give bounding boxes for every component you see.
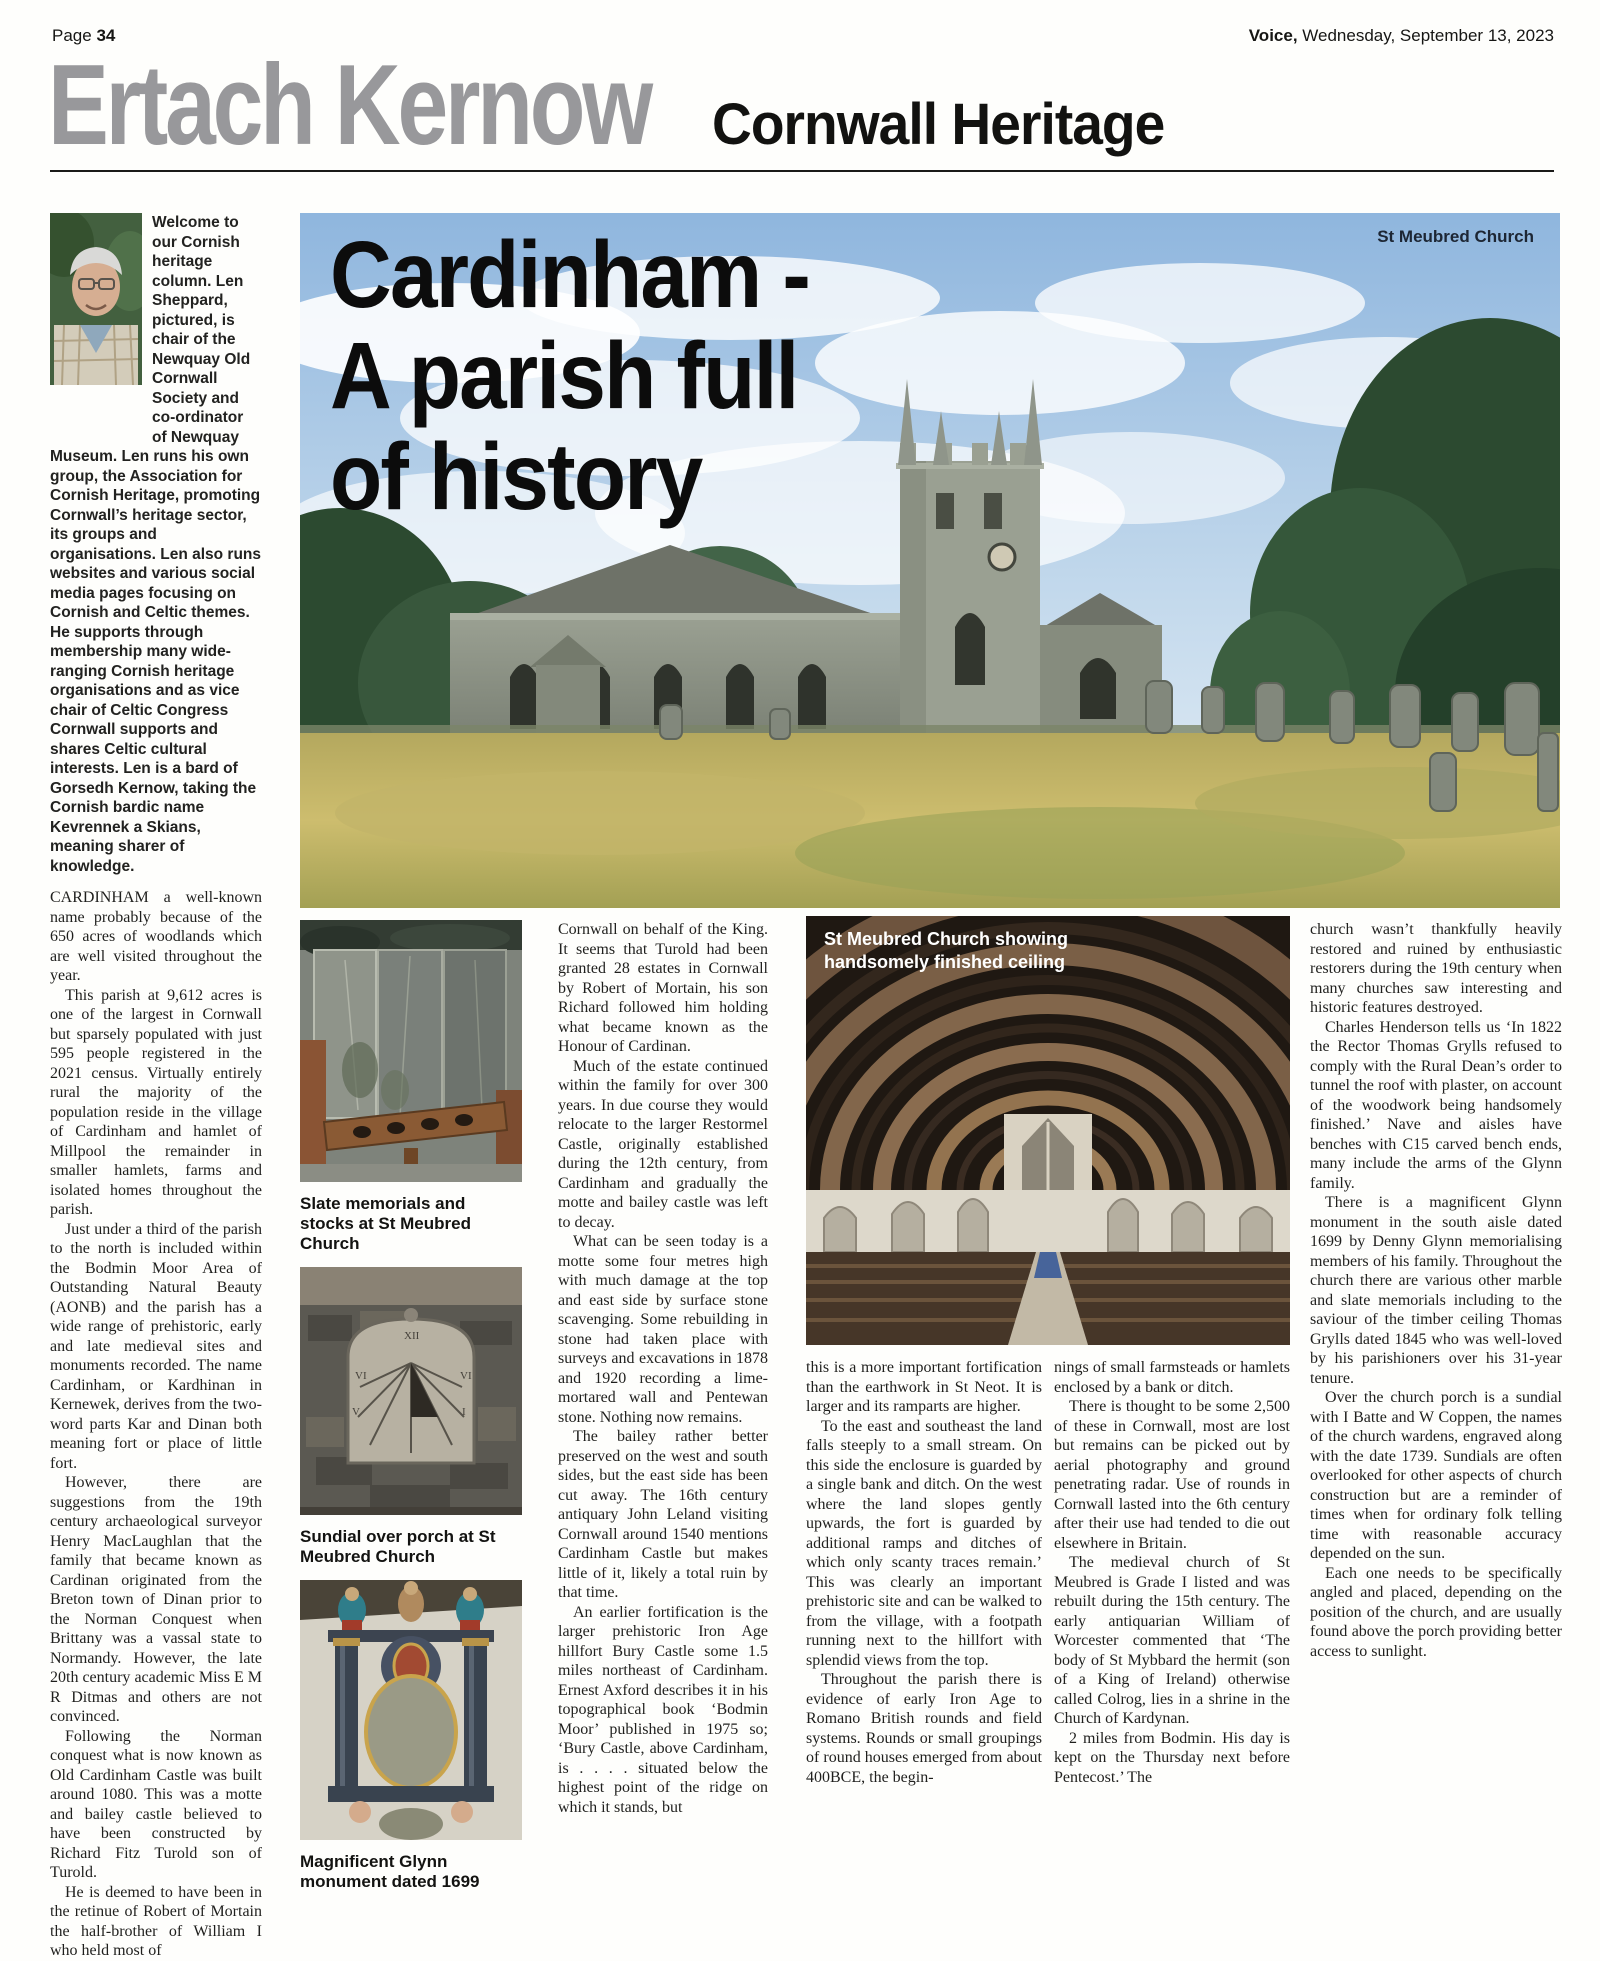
masthead-title: Ertach Kernow [48,42,651,169]
article-headline [330,222,810,530]
photo-column [300,920,522,1905]
svg-text:VI: VI [460,1370,472,1382]
issue-date: Wednesday, September 13, 2023 [1297,26,1554,45]
pews [806,1252,1290,1345]
paragraph: church wasn’t thankfully heavily restored and ruined by enthusiastic restorers during the 19th century when many churches saw interesting and historic features destroyed. [1310,921,1562,1016]
headline-line: A parish full [330,323,798,429]
author-sidebar-column [50,213,262,1961]
masthead-rule [50,170,1554,172]
paragraph: However, there are suggestions from the 19th century archaeological surveyor Henry MacLaughlan that the family that became known as Cardinan originated from the Breton town of Dinan prior to the Norman Conquest when Brittany was a vassal state to Normandy. However, the late 20th century academic Miss E M R Ditmas and others are not convinced. [50,1474,262,1725]
paragraph: There is thought to be some 2,500 of these in Cornwall, most are lost but remains can be picked out by aerial photography and ground penetrating radar. Use of rounds in Cornwall lasted into the 6th century after their use had tended to die out elsewhere in Britain. [1054,1398,1290,1552]
bio-rest: Museum. Len runs his own group, the Association for Cornish Heritage, promoting Cornwall’s heritage sector, its groups and organisations. Len also runs websites and various social media pages focusing on Cornish and Celtic themes. He supports through membership many wide-ranging Cornish heritage organisations and as vice chair of Celtic Congress Cornwall supports and shares Celtic cultural interests. Len is a bard of Gorsedh Kernow, taking the Cornish bardic name Kevrennek a Skians, meaning sharer of knowledge. [50,448,262,875]
sundial-photo [300,1267,522,1515]
slate-memorials-photo [300,920,522,1182]
paragraph: To the east and southeast the land falls steeply to a small stream. On this side the enclosure is guarded by a single bank and ditch. On the west where the land slopes gently upwards, the fort is guarded by additional ramps and ditches of which only scanty traces remain.’ This was clearly an important prehistoric site and can be walked to from the village, with a footpath running next to the hillfort with splendid views from the top. [806,1417,1042,1669]
svg-text:VI: VI [355,1370,367,1382]
publication-date [1249,26,1554,46]
svg-text:XII: XII [404,1330,420,1342]
author-portrait-photo [50,213,142,385]
paragraph: Just under a third of the parish to the north is included within the Bodmin Moor Area of Outstanding Natural Beauty (AONB) and the parish has a wide range of prehistoric, early and late medieval sites and monuments recorded. The name Cardinham, or Kardhinan in Kernewek, derives from the two-word parts Kar and Dinan both meaning fort or place of little fort. [50,1220,262,1472]
ceiling-photo-block [806,916,1290,1345]
paragraph: Following the Norman conquest what is now known as Old Cardinham Castle was built around 1080. This was a motte and bailey castle believed to have been constructed by Richard Fitz Turold son of Turold. [50,1727,262,1881]
arcades [806,1190,1290,1252]
paragraph: 2 miles from Bodmin. His day is kept on the Thursday next before Pentecost.’ The [1054,1729,1290,1786]
paragraph: What can be seen today is a motte some four metres high with much damage at the top and east side by surface stone scavenging. Some rebuilding in stone had taken place with surveys and excavations in 1878 and 1920 recording a lime-mortared wall and Pentewan stone. Nothing now remains. [558,1233,768,1426]
paragraph: Each one needs to be specifically angled and placed, depending on the position of the church, and are usually found above the porch providing better access to sunlight. [1310,1564,1562,1660]
slate-slabs [314,950,506,1122]
sundial-plaque [348,1308,474,1463]
article-column-6 [1310,920,1562,1661]
ceiling-photo-caption [824,928,1068,974]
page-number: 34 [96,26,116,45]
church-ceiling-photo [806,916,1290,1345]
article-column-1 [50,888,262,1961]
paragraph: Throughout the parish there is evidence of early Iron Age to Romano British rounds and field systems. Rounds or small groupings of round houses emerged from about 400BCE, the begin- [806,1671,1042,1786]
caption-line: handsomely finished ceiling [824,952,1066,972]
headline-line: of history [330,424,702,530]
svg-text:I: I [462,1406,466,1418]
article-column-5 [1054,1358,1290,1787]
slate-photo-caption: Slate memorials and stocks at St Meubred Church [300,1194,471,1253]
paragraph: this is a more important fortification than the earthwork in St Neot. It is larger and its ramparts are higher. [806,1359,1042,1415]
publication-name: Voice, [1248,26,1298,45]
paragraph: nings of small farmsteads or hamlets enclosed by a bank or ditch. [1054,1359,1290,1396]
paragraph: The medieval church of St Meubred is Grade I listed and was rebuilt during the 15th century. The early antiquarian William of Worcester commented that ‘The body of St Mybbard the hermit (son of a King of Ireland) otherwise called Colrog, lies in a shrine in the Church of Kardynan. [1054,1554,1290,1727]
caption-line: St Meubred Church showing [824,929,1069,949]
article-column-4 [806,1358,1042,1787]
paragraph: Cornwall on behalf of the King. It seems that Turold had been granted 28 estates in Cornwall by Robert of Mortain, his son Richard followed him holding what became known as the Honour of Cardinan. [558,921,768,1055]
paragraph: Much of the estate continued within the family for over 300 years. In due course they would relocate to the larger Restormel Castle, originally established during the 12th century, from Cardinham and gradually the motte and bailey castle was left to decay. [558,1057,768,1231]
paragraph: This parish at 9,612 acres is one of the largest in Cornwall but sparsely populated with just 595 people registered in the 2021 census. Virtually entirely rural the majority of the population reside in the village of Cardinham and hamlet of Millpool the remainder in smaller hamlets, farms and isolated homes throughout the parish. [50,986,262,1218]
headline-line: Cardinham - [330,222,810,328]
paragraph: There is a magnificent Glynn monument in the south aisle dated 1699 by Denny Glynn memorialising members of his family. Throughout the church there are various other marble and slate memorials including to the saviour of the timber ceiling Thomas Grylls dated 1845 who was well-loved by his parishioners over his 31-year tenure. [1310,1194,1562,1387]
hero-photo-caption: St Meubred Church [1377,227,1534,246]
paragraph: CARDINHAM a well-known name probably because of the 650 acres of woodlands which are well visited throughout the year. [50,889,262,984]
sundial-photo-caption: Sundial over porch at St Meubred Church [300,1527,496,1566]
svg-text:V: V [352,1406,360,1418]
glynn-photo-caption: Magnificent Glynn monument dated 1699 [300,1852,480,1891]
bio-intro: Welcome to our Cornish heritage column. Len Sheppard, pictured, is chair of the Newquay Old Cornwall Society and co-ordinator of Newquay [152,214,251,446]
paragraph: Over the church porch is a sundial with I Batte and W Coppen, the names of the church wardens, engraved along with the date 1739. Sundials are often overlooked for other aspects of church construction but are a reminder of times when for ordinary folk telling time with reasonable accuracy depended on the sun. [1310,1389,1562,1562]
paragraph: He is deemed to have been in the retinue of Robert of Mortain the half-brother of William I who held most of [50,1883,262,1959]
paragraph: The bailey rather better preserved on the west and south sides, but the east side has been cut away. The 16th century antiquary John Leland visiting Cornwall around 1540 mentions Cardinham Castle but makes little of it, likely a total ruin by that time. [558,1428,768,1601]
glynn-monument-photo [300,1580,522,1840]
paragraph: An earlier fortification is the larger prehistoric Iron Age hillfort Bury Castle some 1.5 miles northeast of Cardinham. Ernest Axford describes it in his topographical book ‘Bodmin Moor’ published in 1975 so; ‘Bury Castle, above Cardinham, is . . . . situated below the highest point of the ridge on which it stands, but [558,1603,768,1816]
hero-photo-block [300,213,1560,908]
paragraph: Charles Henderson tells us ‘In 1822 the Rector Thomas Grylls refused to comply with the Rural Dean’s order to tunnel the roof with plaster, on account of the woodwork being handsomely finished.’ Nave and aisles have benches with C15 carved bench ends, many include the arms of the Glynn family. [1310,1018,1562,1192]
page-label: Page [52,26,92,45]
masthead-subtitle: Cornwall Heritage [712,92,1165,157]
article-column-3 [558,920,768,1817]
